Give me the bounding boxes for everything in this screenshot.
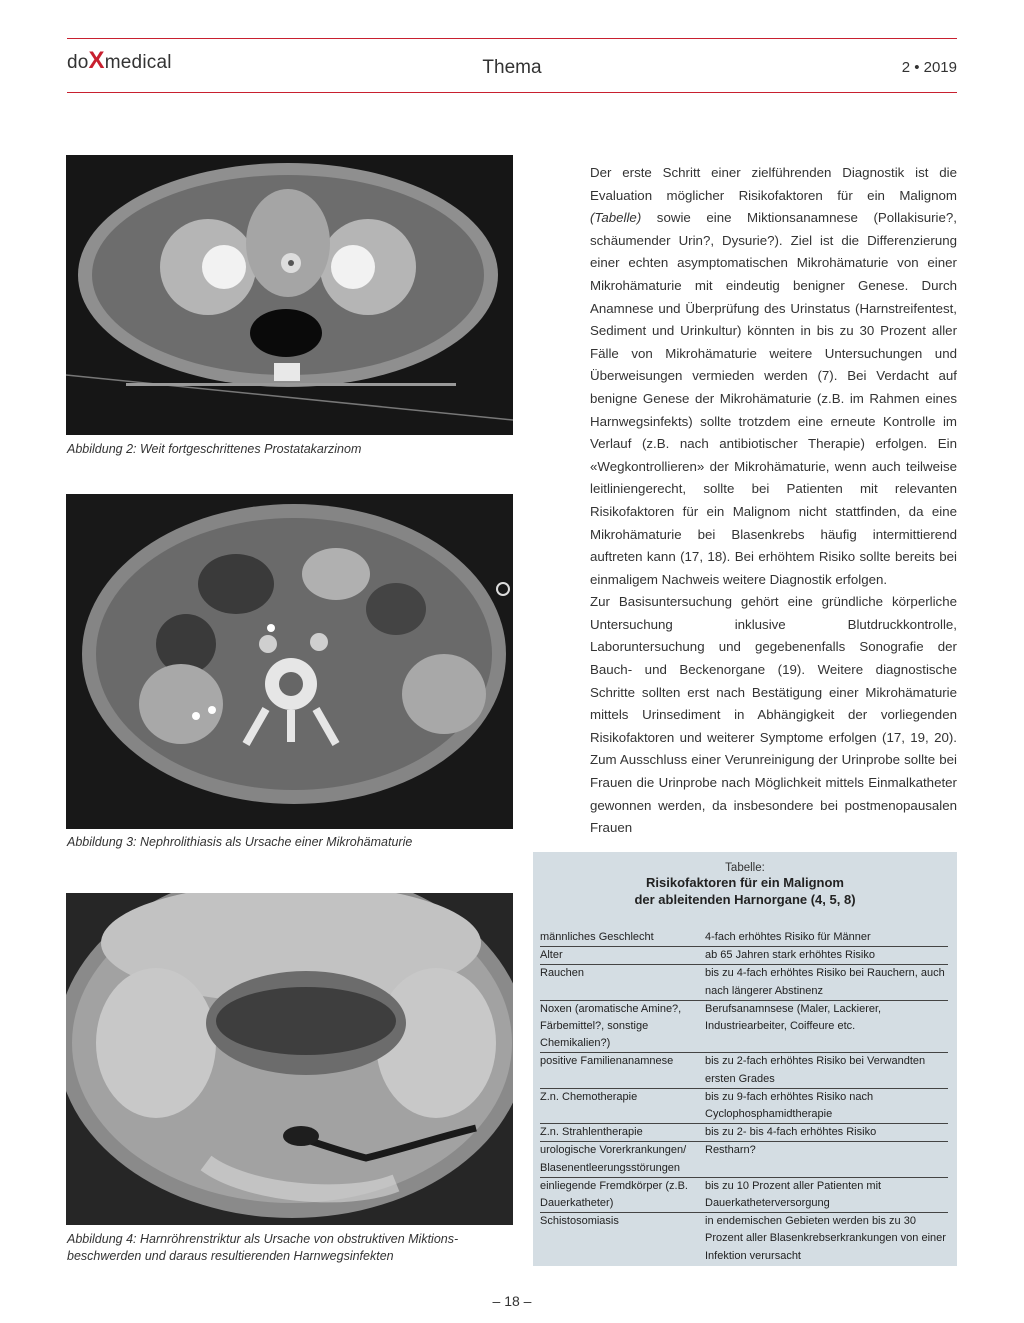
- risk-factor-cell: Z.n. Chemotherapie: [540, 1088, 705, 1123]
- figure-4-caption-line-1: Abbildung 4: Harnröhrenstriktur als Ursache von obstruktiven Miktions-: [67, 1232, 459, 1246]
- risk-description-cell: in endemischen Gebieten werden bis zu 30 Prozent aller Blasenkrebserkrankungen von einer Infektion verursacht: [705, 1215, 946, 1262]
- header-top-rule: [67, 38, 957, 39]
- table-row: [540, 1053, 948, 1088]
- doxmedical-logo: doXmedical: [67, 47, 172, 74]
- section-title: Thema: [482, 57, 542, 78]
- body-text: [590, 162, 957, 840]
- risk-description-cell: bis zu 4-fach erhöhtes Risiko bei Rauchern, auch nach längerer Abstinenz: [705, 965, 948, 1000]
- figure-3-ct-image: [66, 494, 513, 829]
- risk-factor-cell: männliches Geschlecht: [540, 929, 705, 947]
- table-row: [540, 1213, 948, 1265]
- table-row: [540, 1088, 948, 1123]
- table-title-line-2: der ableitenden Harnorgane (4, 5, 8): [634, 892, 856, 907]
- table-row: [540, 929, 948, 947]
- risk-factor-cell: Schistosomiasis: [540, 1215, 619, 1228]
- header-bottom-rule: [67, 92, 957, 93]
- risk-factor-cell: Alter: [540, 947, 705, 965]
- table-row: [540, 947, 948, 965]
- page-number: – 18 –: [492, 1293, 532, 1309]
- figure-3-caption: Abbildung 3: Nephrolithiasis als Ursache einer Mikrohämaturie: [67, 835, 413, 849]
- body-paragraph-2: Zur Basisuntersuchung gehört eine gründliche körperliche Untersuchung inklusive Blutdruckkontrolle, Laboruntersuchung und gegebenenfalls Sonografie der Bauch- und Beckenorgane (19). Weitere diagnostische Schritte sollten erst nach Bestätigung einer Mikrohämaturie mittels Urinsediment in Abhängigkeit der vorliegenden Risikofaktoren und weiterer Symptome erfolgen (17, 19, 20). Zum Ausschluss einer Verunreinigung der Urinprobe sollte bei Frauen die Urinprobe nach Möglichkeit mittels Einmalkatheter gewonnen werden, da insbesondere bei postmenopausalen Frauen: [590, 594, 957, 836]
- table-row: [540, 1142, 948, 1177]
- risk-description-cell: 4-fach erhöhtes Risiko für Männer: [705, 929, 948, 947]
- risk-factor-cell: urologische Vorerkrankungen/ Blasenentleerungsstörungen: [540, 1142, 705, 1177]
- table-row: [540, 965, 948, 1000]
- risk-factor-cell: Noxen (aromatische Amine?, Färbemittel?, sonstige Chemikalien?): [540, 1000, 705, 1053]
- table-title-line-1: Risikofaktoren für ein Malignom: [646, 875, 844, 890]
- table-row: [540, 1177, 948, 1212]
- risk-factor-cell: Z.n. Strahlentherapie: [540, 1124, 705, 1142]
- figure-2-caption: Abbildung 2: Weit fortgeschrittenes Prostatakarzinom: [67, 442, 362, 456]
- figure-2-ct-image: [66, 155, 513, 435]
- table-label: Tabelle:: [725, 862, 765, 874]
- risk-description-cell: ab 65 Jahren stark erhöhtes Risiko: [705, 947, 948, 965]
- figure-4-caption-line-2: beschwerden und daraus resultierenden Harnwegsinfekten: [67, 1249, 394, 1263]
- risk-description-cell: Berufsanamnsese (Maler, Lackierer, Industriearbeiter, Coiffeure etc.: [705, 1000, 948, 1053]
- risk-description-cell: Restharn?: [705, 1142, 948, 1177]
- risk-description-cell: bis zu 9-fach erhöhtes Risiko nach Cyclophosphamidtherapie: [705, 1088, 948, 1123]
- risk-description-cell: bis zu 2- bis 4-fach erhöhtes Risiko: [705, 1124, 948, 1142]
- risk-factor-table-box: [533, 852, 957, 1266]
- risk-factor-cell: positive Familienanamnese: [540, 1053, 705, 1088]
- table-row: [540, 1124, 948, 1142]
- figure-4-xray-image: [66, 893, 513, 1225]
- risk-description-cell: bis zu 2-fach erhöhtes Risiko bei Verwandten ersten Grades: [705, 1053, 948, 1088]
- risk-description-cell: bis zu 10 Prozent aller Patienten mit Dauerkatheterversorgung: [705, 1177, 948, 1212]
- body-paragraph-1: Der erste Schritt einer zielführenden Diagnostik ist die Evaluation möglicher Risikofaktoren für ein Malignom (Tabelle) sowie eine Miktionsanamnese (Pollakisurie?, schäumender Urin?, Dysurie?). Ziel ist die Differenzierung einer echten asymptomatischen Mikrohämaturie von einer Mikrohämaturie mit eindeutig benigner Genese. Durch Anamnese und Überprüfung des Urinstatus (Harnstreifentest, Sediment und Urinkultur) könnten in bis zu 30 Prozent aller Fälle von Mikrohämaturie weitere Untersuchungen und Überweisungen vermieden werden (7). Bei Verdacht auf benigne Genese der Mikrohämaturie (z.B. im Rahmen eines Harnwegsinfekts) sollte trotzdem eine erneute Kontrolle im Verlauf (z.B. nach antibiotischer Therapie) erfolgen. Ein «Wegkontrollieren» der Mikrohämaturie, wenn auch teilweise leitliniengerecht, sollte bei Patienten mit relevanten Risikofaktoren für ein Malignom nicht stattfinden, da eine Mikrohämaturie bei Blasenkrebs häufig intermittierend auftreten kann (17, 18). Bei erhöhtem Risiko sollte bereits bei einmaligem Nachweis weitere Diagnostik erfolgen.: [590, 165, 957, 587]
- figure-4-caption: [67, 1231, 507, 1265]
- table-row: [540, 1000, 948, 1053]
- risk-factor-cell: einliegende Fremdkörper (z.B. Dauerkatheter): [540, 1177, 705, 1212]
- issue-number: 2 • 2019: [901, 59, 957, 76]
- risk-factor-cell: Rauchen: [540, 965, 705, 1000]
- risk-factor-table: [540, 928, 948, 1265]
